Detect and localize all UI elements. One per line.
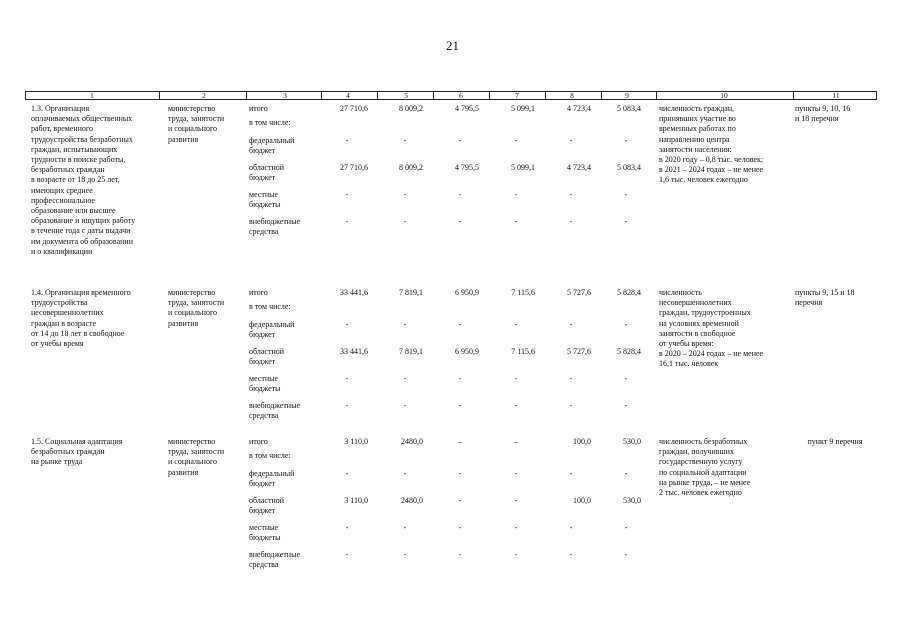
amount-cell: - bbox=[403, 190, 407, 199]
header-col-8: 8 bbox=[570, 91, 574, 100]
amount-cell: - bbox=[514, 136, 518, 145]
header-col-4: 4 bbox=[346, 91, 350, 100]
funding-source: в том числе: bbox=[249, 302, 291, 311]
amount-cell: - bbox=[569, 136, 573, 145]
amount-cell: 530,0 bbox=[623, 437, 641, 446]
header-col-1: 1 bbox=[90, 91, 94, 100]
measure-name: 1.5. Социальная адаптация безработных граждан на рынке труда bbox=[31, 437, 123, 467]
executor: министерство труда, занятости и социального развития bbox=[168, 104, 225, 144]
amount-cell: - bbox=[403, 469, 407, 478]
reference: пункт 9 перечня bbox=[807, 437, 863, 446]
executor: министерство труда, занятости и социального развития bbox=[168, 437, 225, 477]
amount-cell: 5 099,1 bbox=[511, 104, 535, 113]
amount-cell: - bbox=[345, 190, 349, 199]
header-col-6: 6 bbox=[459, 91, 463, 100]
amount-cell: - bbox=[624, 217, 628, 226]
funding-source: местные бюджеты bbox=[249, 523, 281, 543]
amount-cell: 3 110,0 bbox=[344, 496, 368, 505]
amount-cell: - bbox=[403, 401, 407, 410]
funding-source: итого bbox=[249, 288, 268, 297]
reference: пункты 9, 15 и 18 перечня bbox=[795, 288, 855, 308]
funding-source: местные бюджеты bbox=[249, 374, 281, 394]
header-divider bbox=[601, 92, 602, 99]
amount-cell: – bbox=[458, 437, 462, 446]
amount-cell: - bbox=[458, 496, 462, 505]
amount-cell: - bbox=[403, 136, 407, 145]
funding-source: в том числе: bbox=[249, 118, 291, 127]
table-header-row bbox=[25, 91, 877, 100]
header-divider bbox=[321, 92, 322, 99]
amount-cell: 5 083,4 bbox=[617, 104, 641, 113]
amount-cell: - bbox=[569, 217, 573, 226]
header-col-9: 9 bbox=[625, 91, 629, 100]
funding-source: внебюджетные средства bbox=[249, 550, 300, 570]
amount-cell: - bbox=[624, 550, 628, 559]
amount-cell: – bbox=[514, 437, 518, 446]
amount-cell: 7 115,6 bbox=[511, 288, 535, 297]
amount-cell: - bbox=[345, 469, 349, 478]
amount-cell: 6 950,9 bbox=[455, 347, 479, 356]
amount-cell: - bbox=[624, 469, 628, 478]
header-divider bbox=[793, 92, 794, 99]
amount-cell: - bbox=[624, 136, 628, 145]
amount-cell: - bbox=[345, 550, 349, 559]
target-indicator: численность безработных граждан, получивших государственную услугу по социальной адаптации на рынке труда, – не менее 2 тыс. человек ежегодно bbox=[659, 437, 751, 498]
amount-cell: - bbox=[403, 320, 407, 329]
amount-cell: 5 727,6 bbox=[567, 288, 591, 297]
amount-cell: - bbox=[624, 190, 628, 199]
amount-cell: - bbox=[514, 401, 518, 410]
amount-cell: 5 099,1 bbox=[511, 163, 535, 172]
amount-cell: - bbox=[569, 374, 573, 383]
header-divider bbox=[489, 92, 490, 99]
amount-cell: 6 950,9 bbox=[455, 288, 479, 297]
amount-cell: - bbox=[403, 217, 407, 226]
amount-cell: - bbox=[514, 523, 518, 532]
amount-cell: 100,0 bbox=[573, 496, 591, 505]
page-number: 21 bbox=[446, 38, 459, 53]
amount-cell: - bbox=[514, 190, 518, 199]
header-divider bbox=[377, 92, 378, 99]
amount-cell: - bbox=[514, 496, 518, 505]
header-divider bbox=[433, 92, 434, 99]
amount-cell: - bbox=[514, 469, 518, 478]
amount-cell: 7 819,1 bbox=[399, 347, 423, 356]
funding-source: федеральный бюджет bbox=[249, 136, 295, 156]
amount-cell: 2480,0 bbox=[401, 496, 423, 505]
amount-cell: - bbox=[569, 469, 573, 478]
amount-cell: 4 795,5 bbox=[455, 104, 479, 113]
measure-name: 1.4. Организация временного трудоустройства несовершеннолетних граждан в возрасте от 14 до 18 лет в свободное от учебы время bbox=[31, 288, 131, 349]
amount-cell: 100,0 bbox=[573, 437, 591, 446]
amount-cell: 5 828,4 bbox=[617, 347, 641, 356]
header-col-3: 3 bbox=[283, 91, 287, 100]
amount-cell: - bbox=[514, 320, 518, 329]
amount-cell: - bbox=[458, 320, 462, 329]
amount-cell: - bbox=[345, 523, 349, 532]
amount-cell: - bbox=[514, 550, 518, 559]
amount-cell: - bbox=[458, 374, 462, 383]
header-divider bbox=[545, 92, 546, 99]
funding-source: внебюджетные средства bbox=[249, 401, 300, 421]
amount-cell: 530,0 bbox=[623, 496, 641, 505]
funding-source: местные бюджеты bbox=[249, 190, 281, 210]
amount-cell: - bbox=[569, 190, 573, 199]
header-col-5: 5 bbox=[404, 91, 408, 100]
amount-cell: 5 828,4 bbox=[617, 288, 641, 297]
funding-source: областной бюджет bbox=[249, 347, 285, 367]
amount-cell: - bbox=[624, 374, 628, 383]
amount-cell: - bbox=[514, 217, 518, 226]
amount-cell: 7 819,1 bbox=[399, 288, 423, 297]
amount-cell: 27 710,6 bbox=[340, 104, 368, 113]
header-col-7: 7 bbox=[515, 91, 519, 100]
funding-source: итого bbox=[249, 104, 268, 113]
funding-source: областной бюджет bbox=[249, 496, 285, 516]
amount-cell: - bbox=[458, 550, 462, 559]
amount-cell: - bbox=[403, 374, 407, 383]
amount-cell: 5 083,4 bbox=[617, 163, 641, 172]
amount-cell: - bbox=[345, 136, 349, 145]
amount-cell: - bbox=[569, 550, 573, 559]
amount-cell: - bbox=[458, 523, 462, 532]
amount-cell: - bbox=[403, 523, 407, 532]
amount-cell: - bbox=[569, 401, 573, 410]
amount-cell: 27 710,6 bbox=[340, 163, 368, 172]
amount-cell: 33 441,6 bbox=[340, 288, 368, 297]
header-col-10: 10 bbox=[720, 91, 728, 100]
funding-source: федеральный бюджет bbox=[249, 320, 295, 340]
amount-cell: - bbox=[624, 320, 628, 329]
amount-cell: - bbox=[569, 523, 573, 532]
amount-cell: - bbox=[569, 320, 573, 329]
amount-cell: 4 723,4 bbox=[567, 163, 591, 172]
amount-cell: 33 441,6 bbox=[340, 347, 368, 356]
amount-cell: 4 795,5 bbox=[455, 163, 479, 172]
amount-cell: - bbox=[514, 374, 518, 383]
amount-cell: - bbox=[458, 469, 462, 478]
amount-cell: - bbox=[345, 401, 349, 410]
target-indicator: численность граждан, принявших участие во временных работах по направлению центра занятости населения: в 2020 году – 0,8 тыс. человек; в 2021 – 2024 годах – не менее 1,6 тыс. человек ежегодно bbox=[659, 104, 764, 185]
amount-cell: - bbox=[458, 190, 462, 199]
amount-cell: - bbox=[345, 217, 349, 226]
amount-cell: 7 115,6 bbox=[511, 347, 535, 356]
funding-source: федеральный бюджет bbox=[249, 469, 295, 489]
amount-cell: 2480,0 bbox=[401, 437, 423, 446]
amount-cell: - bbox=[458, 136, 462, 145]
header-col-2: 2 bbox=[202, 91, 206, 100]
funding-source: итого bbox=[249, 437, 268, 446]
funding-source: областной бюджет bbox=[249, 163, 285, 183]
header-divider bbox=[246, 92, 247, 99]
amount-cell: - bbox=[458, 217, 462, 226]
amount-cell: - bbox=[345, 374, 349, 383]
amount-cell: 4 723,4 bbox=[567, 104, 591, 113]
amount-cell: 8 009,2 bbox=[399, 163, 423, 172]
amount-cell: - bbox=[345, 320, 349, 329]
reference: пункты 9, 10, 16 и 18 перечня bbox=[795, 104, 851, 124]
amount-cell: 5 727,6 bbox=[567, 347, 591, 356]
target-indicator: численность несовершеннолетних граждан, трудоустроенных на условиях временной занятости в свободное от учебы время: в 2020 – 2024 годах – не менее 16,1 тыс. человек bbox=[659, 288, 764, 369]
measure-name: 1.3. Организация оплачиваемых общественных работ, временного трудоустройства безработных граждан, испытывающих трудности в поиске работы, безработных граждан в возрасте от 18 до 25 лет, имеющих среднее профессиональное образование или высшее образование и ищущих работу в течение года с даты выдачи им документа об образовании и о квалификации bbox=[31, 104, 136, 256]
funding-source: в том числе: bbox=[249, 451, 291, 460]
header-divider bbox=[159, 92, 160, 99]
amount-cell: 3 110,0 bbox=[344, 437, 368, 446]
amount-cell: - bbox=[458, 401, 462, 410]
header-divider bbox=[656, 92, 657, 99]
amount-cell: - bbox=[624, 523, 628, 532]
header-col-11: 11 bbox=[832, 91, 840, 100]
amount-cell: - bbox=[624, 401, 628, 410]
executor: министерство труда, занятости и социального развития bbox=[168, 288, 225, 328]
funding-source: внебюджетные средства bbox=[249, 217, 300, 237]
amount-cell: 8 009,2 bbox=[399, 104, 423, 113]
amount-cell: - bbox=[403, 550, 407, 559]
